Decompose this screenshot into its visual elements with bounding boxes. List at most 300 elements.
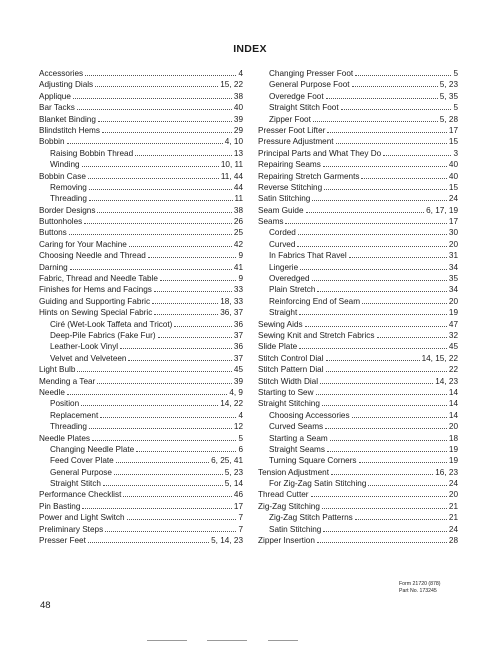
index-entry	[39, 284, 243, 295]
index-subentry	[39, 478, 243, 489]
dot-leader	[316, 387, 447, 395]
index-entry	[39, 91, 243, 102]
index-entry	[39, 227, 243, 238]
entry-label: Slide Plate	[258, 342, 298, 352]
entry-label: Reverse Stitching	[258, 182, 323, 192]
entry-label: Bobbin	[39, 137, 65, 147]
entry-label: Needle Plates	[39, 433, 90, 443]
dot-leader	[154, 307, 218, 315]
entry-pages: 45	[448, 342, 458, 352]
entry-pages: 44	[233, 182, 243, 192]
index-entry	[39, 512, 243, 523]
entry-label: Curved Seams	[269, 422, 324, 432]
index-entry	[39, 68, 243, 79]
dot-leader	[98, 114, 232, 122]
dot-leader	[67, 387, 227, 395]
index-entry	[39, 171, 243, 182]
entry-label: Presser Feet	[39, 536, 86, 546]
entry-label: Zipper Foot	[269, 114, 311, 124]
entry-pages: 12	[233, 422, 243, 432]
part-number: Part No. 173245	[399, 587, 437, 594]
entry-label: Position	[50, 399, 80, 409]
entry-label: Mending a Tear	[39, 376, 96, 386]
index-subentry	[258, 455, 458, 466]
entry-pages: 15	[448, 137, 458, 147]
dot-leader	[89, 421, 232, 429]
entry-label: Tension Adjustment	[258, 467, 329, 477]
dot-leader	[313, 114, 438, 122]
entry-pages: 21	[448, 501, 458, 511]
dot-leader	[105, 524, 236, 532]
entry-label: Pin Basting	[39, 501, 81, 511]
index-subentry	[39, 398, 243, 409]
entry-label: Zig-Zag Stitching	[258, 501, 320, 511]
entry-pages: 19	[448, 456, 458, 466]
index-subentry	[258, 444, 458, 455]
index-subentry	[258, 250, 458, 261]
index-subentry	[258, 307, 458, 318]
entry-label: Stitch Width Dial	[258, 376, 319, 386]
index-entry	[258, 353, 458, 364]
index-subentry	[39, 444, 243, 455]
index-subentry	[258, 433, 458, 444]
index-subentry	[258, 79, 458, 90]
entry-label: Principal Parts and What They Do	[258, 148, 382, 158]
dot-leader	[129, 239, 232, 247]
dot-leader	[336, 136, 447, 144]
entry-label: Thread Cutter	[258, 490, 309, 500]
index-entry	[258, 182, 458, 193]
index-subentry	[258, 239, 458, 250]
dot-leader	[297, 239, 446, 247]
entry-pages: 18	[448, 433, 458, 443]
dot-leader	[325, 421, 447, 429]
entry-pages: 22	[448, 365, 458, 375]
dot-leader	[77, 102, 232, 110]
index-entry	[39, 433, 243, 444]
entry-label: Blindstitch Hems	[39, 125, 100, 135]
entry-label: Buttonholes	[39, 217, 83, 227]
entry-label: Sewing Knit and Stretch Fabrics	[258, 330, 375, 340]
entry-label: For Zig-Zag Satin Stitching	[269, 479, 367, 489]
dot-leader	[160, 273, 236, 281]
index-entry	[258, 159, 458, 170]
index-column-right	[258, 68, 458, 546]
form-number: Form 21720 (878)	[399, 581, 441, 587]
dot-leader	[77, 364, 231, 372]
entry-label: Corded	[269, 228, 296, 238]
entry-pages: 14, 15, 22	[421, 353, 458, 363]
entry-label: Border Designs	[39, 205, 96, 215]
entry-label: Choosing Needle and Thread	[39, 251, 146, 261]
dot-leader	[136, 444, 236, 452]
entry-label: Caring for Your Machine	[39, 239, 127, 249]
index-subentry	[39, 193, 243, 204]
entry-pages: 19	[448, 444, 458, 454]
entry-label: Stitch Pattern Dial	[258, 365, 324, 375]
entry-pages: 39	[233, 376, 243, 386]
entry-label: Starting to Sew	[258, 387, 314, 397]
index-entry	[39, 273, 243, 284]
index-entry	[258, 148, 458, 159]
entry-label: Lingerie	[269, 262, 299, 272]
dot-leader	[359, 455, 447, 463]
entry-pages: 41	[233, 262, 243, 272]
dot-leader	[368, 478, 447, 486]
entry-label: In Fabrics That Ravel	[269, 251, 347, 261]
dot-leader	[148, 250, 237, 258]
index-entry	[258, 193, 458, 204]
entry-pages: 24	[448, 524, 458, 534]
entry-label: Bobbin Case	[39, 171, 86, 181]
entry-pages: 36, 37	[220, 308, 243, 318]
dot-leader	[154, 284, 232, 292]
entry-label: Ciré (Wet-Look Taffeta and Tricot)	[50, 319, 173, 329]
entry-pages: 5, 35	[439, 91, 458, 101]
index-subentry	[39, 330, 243, 341]
entry-label: Reinforcing End of Seam	[269, 296, 361, 306]
index-subentry	[258, 91, 458, 102]
entry-pages: 15, 22	[220, 80, 243, 90]
index-subentry	[39, 353, 243, 364]
entry-label: Changing Presser Foot	[269, 69, 354, 78]
dot-leader	[305, 319, 447, 327]
index-entry	[258, 535, 458, 546]
entry-pages: 37	[233, 353, 243, 363]
dot-leader	[330, 433, 447, 441]
index-subentry	[39, 421, 243, 432]
entry-label: Zig-Zag Stitch Patterns	[269, 513, 353, 523]
entry-label: Pressure Adjustment	[258, 137, 334, 147]
entry-pages: 6, 25, 41	[211, 456, 243, 466]
entry-pages: 4	[238, 410, 243, 420]
entry-pages: 25	[233, 228, 243, 238]
entry-pages: 20	[448, 422, 458, 432]
dot-leader	[327, 125, 447, 133]
entry-pages: 5, 23	[224, 467, 243, 477]
dot-leader	[324, 182, 447, 190]
entry-label: Overedged	[269, 274, 310, 284]
entry-label: Darning	[39, 262, 68, 272]
index-subentry	[39, 410, 243, 421]
entry-pages: 20	[448, 239, 458, 249]
index-subentry	[258, 227, 458, 238]
index-entry	[39, 239, 243, 250]
entry-pages: 17	[448, 217, 458, 227]
index-subentry	[39, 159, 243, 170]
entry-pages: 19	[448, 308, 458, 318]
entry-pages: 32	[448, 330, 458, 340]
entry-label: Deep-Pile Fabrics (Fake Fur)	[50, 330, 156, 340]
entry-pages: 5	[453, 103, 458, 113]
entry-label: Bar Tacks	[39, 103, 75, 113]
entry-label: Replacement	[50, 410, 99, 420]
entry-pages: 6, 17, 19	[426, 205, 458, 215]
index-entry	[39, 535, 243, 546]
index-subentry	[39, 341, 243, 352]
entry-label: Feed Cover Plate	[50, 456, 114, 466]
dot-leader	[85, 68, 236, 76]
entry-label: Raising Bobbin Thread	[50, 148, 134, 158]
dot-leader	[100, 410, 236, 418]
index-column-left	[39, 68, 243, 546]
page-title: INDEX	[233, 43, 267, 55]
index-subentry	[258, 410, 458, 421]
index-entry	[258, 364, 458, 375]
entry-pages: 34	[448, 285, 458, 295]
dot-leader	[69, 227, 232, 235]
index-subentry	[39, 148, 243, 159]
dot-leader	[323, 524, 447, 532]
entry-label: Plain Stretch	[269, 285, 316, 295]
dot-leader	[327, 444, 447, 452]
dot-leader	[326, 91, 438, 99]
bottom-rule	[147, 640, 187, 641]
dot-leader	[73, 91, 232, 99]
entry-pages: 4, 10	[224, 137, 243, 147]
entry-pages: 18, 33	[220, 296, 243, 306]
entry-pages: 5	[453, 69, 458, 78]
index-entry	[39, 250, 243, 261]
entry-label: Turning Square Corners	[269, 456, 357, 466]
entry-pages: 20	[448, 296, 458, 306]
entry-label: Power and Light Switch	[39, 513, 125, 523]
entry-pages: 11, 44	[220, 171, 243, 181]
entry-pages: 13	[233, 148, 243, 158]
entry-pages: 15	[448, 182, 458, 192]
dot-leader	[361, 171, 446, 179]
dot-leader	[323, 159, 447, 167]
index-subentry	[258, 102, 458, 113]
entry-label: Straight Seams	[269, 444, 325, 454]
entry-label: Needle	[39, 387, 65, 397]
entry-pages: 24	[448, 479, 458, 489]
index-entry	[258, 205, 458, 216]
dot-leader	[81, 398, 218, 406]
entry-pages: 21	[448, 513, 458, 523]
entry-pages: 6	[238, 444, 243, 454]
dot-leader	[102, 125, 232, 133]
entry-pages: 40	[448, 171, 458, 181]
index-subentry	[258, 524, 458, 535]
entry-pages: 4	[238, 69, 243, 78]
entry-label: Repairing Stretch Garments	[258, 171, 360, 181]
index-entry	[39, 296, 243, 307]
dot-leader	[377, 330, 447, 338]
entry-label: Blanket Binding	[39, 114, 96, 124]
entry-label: Velvet and Velveteen	[50, 353, 127, 363]
index-subentry	[258, 421, 458, 432]
entry-pages: 40	[233, 103, 243, 113]
entry-pages: 39	[233, 114, 243, 124]
entry-pages: 47	[448, 319, 458, 329]
dot-leader	[127, 512, 237, 520]
entry-pages: 5, 14, 23	[211, 536, 243, 546]
entry-label: Curved	[269, 239, 296, 249]
index-entry	[258, 467, 458, 478]
index-subentry	[258, 262, 458, 273]
dot-leader	[349, 250, 447, 258]
dot-leader	[103, 478, 223, 486]
index-entry	[39, 364, 243, 375]
dot-leader	[341, 102, 452, 110]
entry-pages: 14, 22	[220, 399, 243, 409]
index-entry	[39, 501, 243, 512]
entry-pages: 10, 11	[220, 160, 243, 170]
index-entry	[258, 501, 458, 512]
entry-pages: 38	[233, 91, 243, 101]
dot-leader	[70, 262, 232, 270]
entry-label: Hints on Sewing Special Fabric	[39, 308, 153, 318]
dot-leader	[306, 205, 425, 213]
dot-leader	[97, 376, 232, 384]
index-entry	[258, 387, 458, 398]
index-entry	[258, 136, 458, 147]
entry-label: Stitch Control Dial	[258, 353, 324, 363]
bottom-rule	[268, 640, 298, 641]
index-entry	[258, 341, 458, 352]
entry-label: Buttons	[39, 228, 67, 238]
index-subentry	[258, 68, 458, 79]
entry-pages: 28	[448, 536, 458, 546]
entry-pages: 4, 9	[229, 387, 243, 397]
entry-label: Light Bulb	[39, 365, 76, 375]
entry-label: Straight Stitch	[50, 479, 101, 489]
index-entry	[258, 398, 458, 409]
entry-label: Seams	[258, 217, 284, 227]
index-entry	[258, 319, 458, 330]
entry-pages: 17	[448, 125, 458, 135]
dot-leader	[352, 410, 447, 418]
dot-leader	[67, 136, 223, 144]
entry-label: Changing Needle Plate	[50, 444, 135, 454]
entry-label: Winding	[50, 160, 80, 170]
entry-label: Seam Guide	[258, 205, 304, 215]
dot-leader	[88, 535, 209, 543]
dot-leader	[362, 296, 447, 304]
entry-pages: 26	[233, 217, 243, 227]
entry-label: Removing	[50, 182, 87, 192]
index-entry	[39, 125, 243, 136]
index-entry	[39, 307, 243, 318]
entry-label: Accessories	[39, 69, 84, 78]
dot-leader	[317, 535, 447, 543]
index-subentry	[39, 319, 243, 330]
entry-pages: 14	[448, 387, 458, 397]
index-entry	[258, 330, 458, 341]
index-entry	[39, 262, 243, 273]
index-subentry	[39, 182, 243, 193]
index-entry	[39, 376, 243, 387]
entry-label: Preliminary Steps	[39, 524, 104, 534]
dot-leader	[326, 364, 447, 372]
dot-leader	[82, 159, 219, 167]
entry-pages: 7	[238, 524, 243, 534]
entry-pages: 30	[448, 228, 458, 238]
dot-leader	[299, 341, 447, 349]
entry-label: Guiding and Supporting Fabric	[39, 296, 151, 306]
index-entry	[258, 125, 458, 136]
dot-leader	[355, 68, 451, 76]
entry-pages: 5	[238, 433, 243, 443]
entry-label: Straight Stitch Foot	[269, 103, 339, 113]
dot-leader	[320, 376, 433, 384]
dot-leader	[312, 273, 447, 281]
entry-label: Overedge Foot	[269, 91, 324, 101]
entry-pages: 5, 23	[439, 80, 458, 90]
dot-leader	[158, 330, 232, 338]
dot-leader	[114, 467, 223, 475]
dot-leader	[92, 433, 236, 441]
entry-pages: 7	[238, 513, 243, 523]
index-entry	[258, 216, 458, 227]
entry-pages: 17	[233, 501, 243, 511]
entry-pages: 11	[234, 194, 243, 204]
entry-pages: 14, 23	[435, 376, 458, 386]
entry-pages: 36	[233, 342, 243, 352]
entry-pages: 3	[453, 148, 458, 158]
entry-pages: 45	[233, 365, 243, 375]
entry-pages: 36	[233, 319, 243, 329]
form-info	[399, 581, 441, 594]
dot-leader	[355, 512, 447, 520]
index-entry	[258, 171, 458, 182]
dot-leader	[331, 467, 433, 475]
entry-pages: 38	[233, 205, 243, 215]
dot-leader	[97, 205, 231, 213]
index-subentry	[258, 512, 458, 523]
index-entry	[258, 489, 458, 500]
dot-leader	[128, 353, 231, 361]
entry-pages: 14	[448, 410, 458, 420]
index-entry	[258, 376, 458, 387]
dot-leader	[322, 501, 447, 509]
page-number: 48	[40, 600, 51, 611]
index-entry	[39, 489, 243, 500]
entry-pages: 24	[448, 194, 458, 204]
entry-pages: 16, 23	[435, 467, 458, 477]
index-entry	[39, 114, 243, 125]
bottom-rule	[207, 640, 247, 641]
dot-leader	[352, 79, 438, 87]
entry-label: Choosing Accessories	[269, 410, 350, 420]
index-entry	[39, 136, 243, 147]
index-subentry	[39, 455, 243, 466]
dot-leader	[88, 171, 219, 179]
entry-label: Straight	[269, 308, 298, 318]
index-subentry	[258, 296, 458, 307]
dot-leader	[298, 227, 447, 235]
dot-leader	[89, 182, 232, 190]
entry-label: Repairing Seams	[258, 160, 321, 170]
entry-label: Satin Stitching	[258, 194, 311, 204]
entry-pages: 9	[238, 251, 243, 261]
entry-pages: 46	[233, 490, 243, 500]
dot-leader	[300, 262, 447, 270]
index-entry	[39, 102, 243, 113]
dot-leader	[174, 319, 231, 327]
entry-pages: 35	[448, 274, 458, 284]
dot-leader	[383, 148, 451, 156]
dot-leader	[123, 489, 232, 497]
entry-pages: 9	[238, 274, 243, 284]
dot-leader	[152, 296, 218, 304]
dot-leader	[322, 398, 447, 406]
entry-pages: 34	[448, 262, 458, 272]
dot-leader	[116, 455, 209, 463]
dot-leader	[82, 501, 231, 509]
index-entry	[39, 79, 243, 90]
